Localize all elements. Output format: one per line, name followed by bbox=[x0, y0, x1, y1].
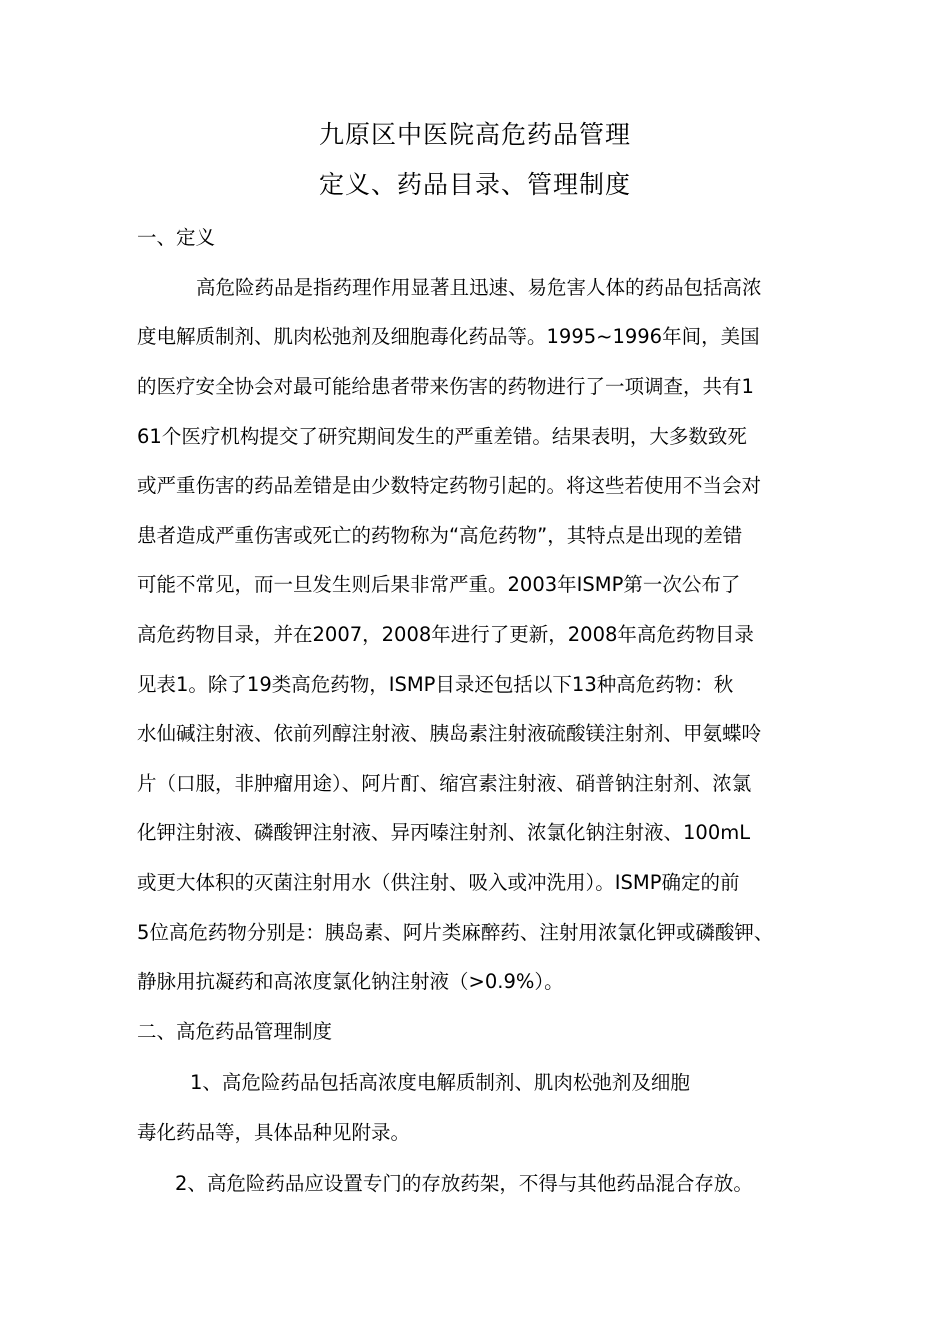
paragraph-line: 化钾注射液、磷酸钾注射液、异丙嗪注射剂、浓氯化钠注射液、100mL bbox=[137, 821, 751, 844]
rule-item-2: 2、高危险药品应设置专门的存放药架，不得与其他药品混合存放。 bbox=[175, 1172, 753, 1195]
paragraph-line: 见表1。除了19类高危药物，ISMP目录还包括以下13种高危药物：秋 bbox=[137, 673, 734, 696]
paragraph-line: 的医疗安全协会对最可能给患者带来伤害的药物进行了一项调查，共有1 bbox=[137, 375, 754, 398]
rule-item-1-line1: 1、高危险药品包括高浓度电解质制剂、肌肉松弛剂及细胞 bbox=[190, 1071, 690, 1094]
paragraph-line: 片（口服，非肿瘤用途）、阿片酊、缩宫素注射液、硝普钠注射剂、浓氯 bbox=[137, 772, 752, 795]
section2-heading: 二、高危药品管理制度 bbox=[137, 1020, 333, 1043]
document-title-line2: 定义、药品目录、管理制度 bbox=[318, 170, 631, 199]
paragraph-line: 或严重伤害的药品差错是由少数特定药物引起的。将这些若使用不当会对 bbox=[137, 474, 762, 497]
paragraph-line: 水仙碱注射液、依前列醇注射液、胰岛素注射液硫酸镁注射剂、甲氨蝶呤 bbox=[137, 722, 762, 745]
paragraph-line: 或更大体积的灭菌注射用水（供注射、吸入或冲洗用）。ISMP确定的前 bbox=[137, 871, 740, 894]
paragraph-line: 可能不常见，而一旦发生则后果非常严重。2003年ISMP第一次公布了 bbox=[137, 573, 741, 596]
section1-heading: 一、定义 bbox=[137, 226, 216, 249]
document-title-line1: 九原区中医院高危药品管理 bbox=[318, 120, 631, 149]
rule-item-1-line2: 毒化药品等，具体品种见附录。 bbox=[137, 1121, 411, 1144]
paragraph-line: 5位高危药物分别是：胰岛素、阿片类麻醉药、注射用浓氯化钾或磷酸钾、 bbox=[137, 921, 774, 944]
paragraph-line: 61个医疗机构提交了研究期间发生的严重差错。结果表明，大多数致死 bbox=[137, 425, 747, 448]
paragraph-line: 高危药物目录，并在2007，2008年进行了更新，2008年高危药物目录 bbox=[137, 623, 754, 646]
paragraph-line: 患者造成严重伤害或死亡的药物称为“高危药物”，其特点是出现的差错 bbox=[137, 524, 743, 547]
paragraph-line: 静脉用抗凝药和高浓度氯化钠注射液（>0.9%）。 bbox=[137, 970, 564, 993]
paragraph-line: 高危险药品是指药理作用显著且迅速、易危害人体的药品包括高浓 bbox=[196, 276, 762, 299]
paragraph-line: 度电解质制剂、肌肉松弛剂及细胞毒化药品等。1995~1996年间，美国 bbox=[137, 325, 760, 348]
